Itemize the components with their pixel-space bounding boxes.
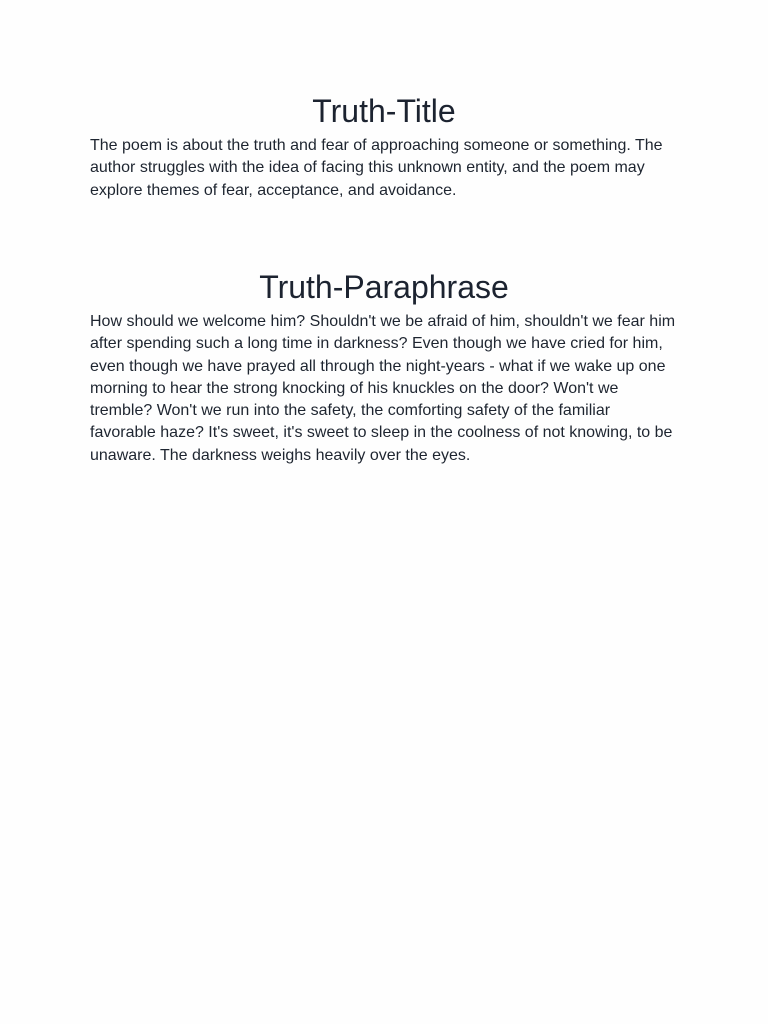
title-section [90, 92, 678, 202]
paraphrase-section [90, 268, 678, 467]
section-heading-title: Truth-Title [312, 93, 456, 129]
section-body-summary: The poem is about the truth and fear of approaching someone or something. The author struggles with the idea of facing this unknown entity, and the poem may explore themes of fear, acceptance, and avoidance. [90, 137, 663, 199]
section-heading-paraphrase: Truth-Paraphrase [259, 269, 509, 305]
section-body-paraphrase: How should we welcome him? Shouldn't we be afraid of him, shouldn't we fear him after spending such a long time in darkness? Even though we have cried for him, even though we have prayed all through the night-years - what if we wake up one morning to hear the strong knocking of his knuckles on the door? Won't we tremble? Won't we run into the safety, the comforting safety of the familiar favorable haze? It's sweet, it's sweet to sleep in the coolness of not knowing, to be unaware. The darkness weighs heavily over the eyes. [90, 313, 676, 464]
